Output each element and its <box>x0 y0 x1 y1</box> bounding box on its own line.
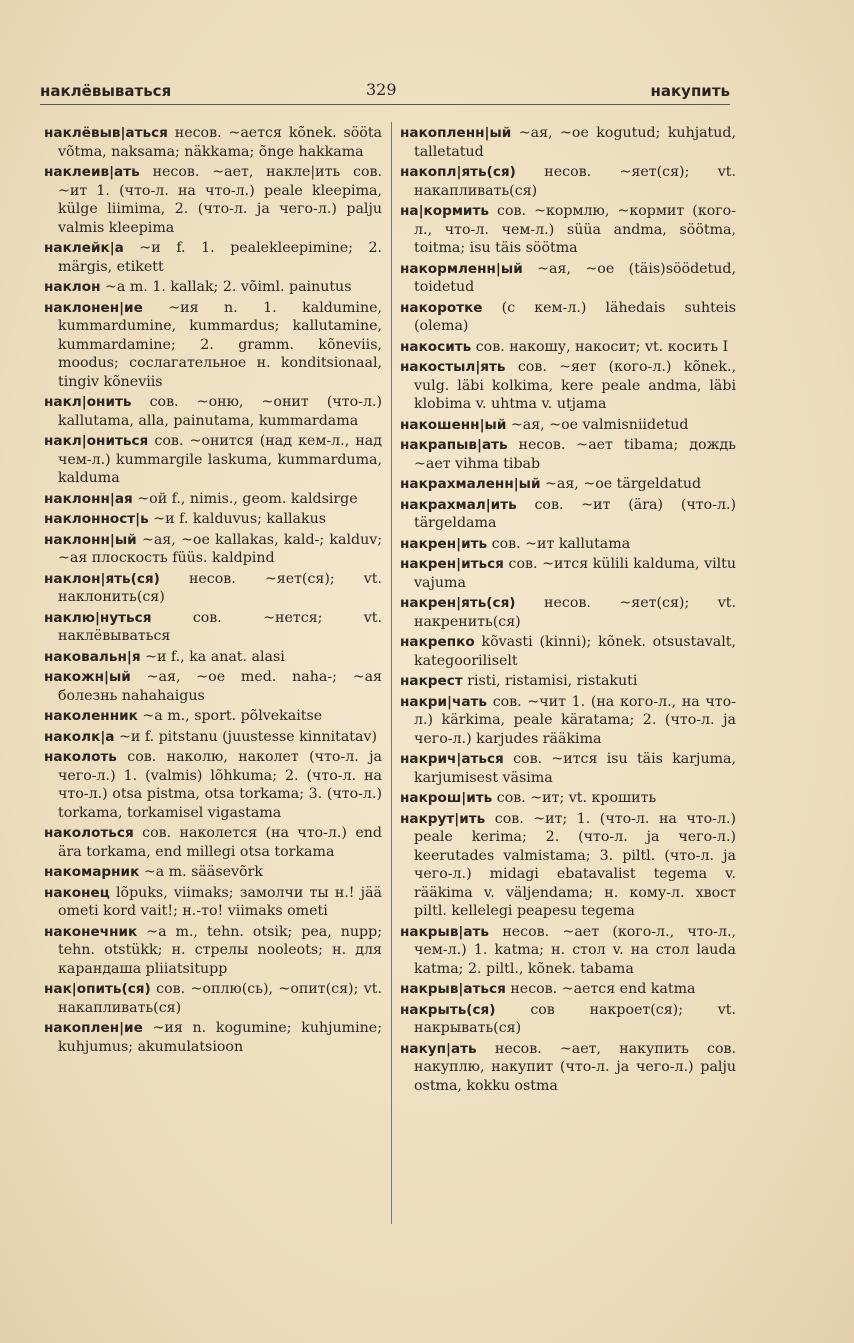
dictionary-entry <box>400 594 736 631</box>
entry-headword: накрахмал|ить <box>400 496 517 513</box>
entry-definition: ~и f. pitstanu (juustesse kinnitatav) <box>118 728 378 745</box>
dictionary-entry <box>400 810 736 921</box>
entry-definition: ~а m., sport. põlvekaitse <box>142 708 323 724</box>
entry-headword: наклёвыв|аться <box>44 125 168 141</box>
entry-definition: ~ая, ~ое kallakas, kald-; kalduv; ~ая плоскость füüs. kaldpind <box>58 531 383 566</box>
entry-definition: (с кем-л.) lähedais suhteis (olema) <box>414 299 736 334</box>
entry-headword: наколоть <box>44 749 117 765</box>
entry-headword: накрапыв|ать <box>400 437 508 453</box>
dictionary-entry <box>44 393 382 430</box>
entry-definition: ~и f. kalduvus; kallakus <box>153 511 326 527</box>
entry-headword: накопленн|ый <box>400 125 512 141</box>
dictionary-entry <box>44 1019 382 1056</box>
entry-definition: сов. ~оню, ~онит (что-л.) kallutama, alla, painutama, kummardama <box>58 394 383 429</box>
dictionary-entry <box>44 884 382 921</box>
entry-definition: ~ой f., nimis., geom. kaldsirge <box>137 490 358 507</box>
dictionary-entry <box>44 531 382 568</box>
dictionary-entry <box>44 748 382 822</box>
entry-definition: несов. ~ает (кого-л., что-л., чем-л.) 1. katma; н. стол v. на стол lauda katma; 2. piltl., kõnek. tabama <box>414 923 736 977</box>
dictionary-entry <box>44 824 382 861</box>
entry-headword: наклеив|ать <box>44 164 140 180</box>
dictionary-entry <box>44 923 382 979</box>
entry-headword: наконечник <box>44 923 138 940</box>
dictionary-entry <box>44 124 382 161</box>
entry-headword: накрен|ять(ся) <box>400 595 516 611</box>
entry-definition: несов. ~ается kõnek. sööta võtma, naksama; näkkama; õnge hakkama <box>58 125 382 160</box>
entry-definition: несов. ~ает tibama; дождь ~ает vihma tibab <box>414 437 737 472</box>
entry-headword: накрепко <box>400 634 475 650</box>
entry-definition: ~ая, ~ое med. naha-; ~ая болезнь nahahaigus <box>58 669 382 704</box>
entry-definition: risti, ristamisi, ristakuti <box>467 673 638 689</box>
entry-definition: несов. ~ается end katma <box>510 981 696 997</box>
dictionary-entry <box>44 980 382 1017</box>
entry-definition: сов. ~ит (ära) (что-л.) tärgeldama <box>414 496 736 531</box>
dictionary-entry <box>44 570 382 607</box>
entry-headword: наклонн|ый <box>44 531 137 548</box>
right-column <box>400 124 736 1097</box>
page-header <box>40 78 730 105</box>
dictionary-entry <box>400 672 736 691</box>
entry-definition: ~ая, ~ое kogutud; kuhjatud, talletatud <box>414 125 736 160</box>
dictionary-entry <box>400 1001 736 1038</box>
dictionary-entry <box>44 728 382 747</box>
entry-definition: сов. ~ится isu täis karjuma, karjumisest väsima <box>414 751 737 786</box>
entry-definition: ~ая, ~ое (täis)söödetud, toidetud <box>414 260 736 295</box>
entry-definition: ~ая, ~ое tärgeldatud <box>545 476 702 492</box>
entry-headword: накожн|ый <box>44 669 131 685</box>
entry-headword: накрыв|аться <box>400 981 506 997</box>
entry-headword: наколоться <box>44 825 134 841</box>
entry-headword: накрош|ить <box>400 790 493 806</box>
entry-headword: наколенник <box>44 708 138 724</box>
entry-headword: накрен|иться <box>400 556 504 572</box>
entry-headword: накри|чать <box>400 693 487 710</box>
dictionary-entry <box>400 416 736 435</box>
dictionary-entry <box>400 163 736 200</box>
running-head-left: наклёвываться <box>40 82 172 100</box>
dictionary-entry <box>44 490 382 509</box>
entry-definition: сов. наколю, наколет (что-л. ja чего-л.) 1. (valmis) lõhkuma; 2. (что-л. на что-л.) otsa pistma, otsa torkama; 3. (что-л.) torkama, torkamisel vigastama <box>58 749 382 821</box>
entry-headword: накомарник <box>44 864 140 880</box>
entry-definition: несов. ~яет(ся); vt. наклонить(ся) <box>58 570 382 605</box>
dictionary-entry <box>44 432 382 488</box>
dictionary-entry <box>400 535 736 554</box>
entry-definition: сов. ~ит kallutama <box>491 535 631 552</box>
entry-definition: ~а m., tehn. otsik; pea, nupp; tehn. otstükk; н. стрелы noolеots; н. для карандаша pliiatsitupp <box>58 923 382 977</box>
entry-headword: накосить <box>400 338 472 355</box>
dictionary-entry <box>400 693 736 749</box>
entry-definition: lõpuks, viimaks; замолчи ты н.! jää ometi kord vait!; н.-то! viimaks ometi <box>58 884 383 919</box>
entry-headword: наклонн|ая <box>44 490 133 507</box>
dictionary-entry <box>400 124 736 161</box>
dictionary-entry <box>400 260 736 297</box>
entry-headword: накрыв|ать <box>400 923 490 940</box>
entry-definition: ~ия n. kogumine; kuhjumine; kuhjumus; akumulatsioon <box>58 1020 382 1055</box>
dictionary-entry <box>400 789 736 808</box>
running-head-right: накупить <box>650 82 730 100</box>
entry-definition: несов. ~яет(ся); vt. накапливать(ся) <box>414 164 736 199</box>
column-divider <box>391 122 392 1224</box>
left-column <box>44 124 382 1058</box>
entry-headword: накрен|ить <box>400 535 488 552</box>
entry-definition: сов. наколется (на что-л.) end ära torkama, end millegi otsa torkama <box>58 825 382 860</box>
entry-headword: накрут|ить <box>400 810 486 827</box>
entry-headword: наконец <box>44 884 110 901</box>
entry-headword: накрахмаленн|ый <box>400 476 541 492</box>
entry-definition: сов. накошу, накосит; vt. косить I <box>475 338 729 355</box>
entry-definition: ~ия n. 1. kaldumine, kummardumine, kummardus; kallutamine, kummardamine; 2. gramm. kõneviis, moodus; сослагательное н. konditsionaal, tingiv kõneviis <box>58 299 382 390</box>
entry-definition: kõvasti (kinni); kõnek. otsustavalt, kategooriliselt <box>414 634 737 669</box>
entry-headword: наклон|ять(ся) <box>44 570 160 587</box>
entry-definition: сов. ~ит; vt. крошить <box>496 790 657 806</box>
entry-definition: сов. ~ит; 1. (что-л. на что-л.) peale kerima; 2. (что-л. ja чего-л.) keerutades valmistama; 3. piltl. (что-л. ja чего-л.) midagi ebatavalist tegema v. rääkima v. väljendama; н. кому-л. хвост piltl. kellelegi peapesu tegema <box>414 810 737 919</box>
dictionary-entry <box>44 163 382 237</box>
entry-headword: накрест <box>400 673 463 689</box>
dictionary-entry <box>44 707 382 726</box>
entry-definition: сов. ~онится (над кем-л., над чем-л.) kummargile laskuma, kummarduma, kalduma <box>58 433 382 486</box>
entry-definition: сов накроет(ся); vt. накрывать(ся) <box>414 1001 736 1036</box>
entry-headword: наковальн|я <box>44 648 141 665</box>
dictionary-entry <box>400 299 736 336</box>
entry-definition: сов. ~ится külili kalduma, viltu vajuma <box>414 556 736 591</box>
dictionary-entry <box>400 436 736 473</box>
entry-headword: наклонен|ие <box>44 299 143 316</box>
dictionary-entry <box>44 863 382 882</box>
entry-headword: накоплен|ие <box>44 1020 143 1036</box>
entry-definition: сов. ~оплю(сь), ~опит(ся); vt. накапливать(ся) <box>58 981 382 1016</box>
entry-definition: ~и f. 1. pealekleepimine; 2. märgis, etikett <box>58 240 383 275</box>
entry-headword: наклон <box>44 279 101 295</box>
dictionary-entry <box>400 633 736 670</box>
entry-headword: накуп|ать <box>400 1040 477 1057</box>
dictionary-entry <box>400 980 736 999</box>
dictionary-entry <box>44 648 382 667</box>
entry-definition: несов. ~ает, накле|ить сов. ~ит 1. (что-л. на что-л.) peale kleepima, külge liimima, 2. (что-л. ja чего-л.) palju valmis kleepima <box>58 164 382 236</box>
entry-headword: накрыть(ся) <box>400 1001 496 1018</box>
entry-headword: накостыл|ять <box>400 359 506 375</box>
entry-definition: сов. ~яет (кого-л.) kõnek., vulg. läbi kolkima, kere peale andma, läbi klobima v. uhtma v. utjama <box>414 359 737 412</box>
dictionary-entry <box>400 750 736 787</box>
entry-definition: ~а m. 1. kallak; 2. võiml. painutus <box>105 279 352 295</box>
entry-headword: наклю|нуться <box>44 609 152 626</box>
page-number: 329 <box>366 80 397 99</box>
dictionary-entry <box>44 668 382 705</box>
dictionary-entry <box>400 555 736 592</box>
entry-headword: накрич|аться <box>400 751 504 767</box>
entry-definition: несов. ~ает, накупить сов. накуплю, накупит (что-л. ja чего-л.) palju ostma, kokku ostma <box>414 1040 736 1094</box>
entry-definition: несов. ~яет(ся); vt. накренить(ся) <box>414 595 736 630</box>
entry-headword: нак|опить(ся) <box>44 981 151 997</box>
entry-definition: ~а m. sääsevõrk <box>143 864 263 880</box>
entry-headword: наколк|а <box>44 728 115 745</box>
entry-headword: накормленн|ый <box>400 260 523 277</box>
dictionary-entry <box>400 1040 736 1096</box>
dictionary-entry <box>44 609 382 646</box>
entry-headword: накл|онить <box>44 394 132 410</box>
entry-definition: сов. ~нется; vt. наклёвываться <box>58 609 382 644</box>
entry-definition: ~ая, ~ое valmisniidetud <box>510 416 689 433</box>
entry-headword: накопл|ять(ся) <box>400 164 516 180</box>
entry-headword: накошенн|ый <box>400 416 507 433</box>
dictionary-entry <box>44 510 382 529</box>
entry-headword: на|кормить <box>400 203 489 219</box>
dictionary-entry <box>44 299 382 392</box>
entry-definition: сов. ~кормлю, ~кормит (кого-л., что-л. чем-л.) süüa andma, söötma, toitma; isu täis söötma <box>414 203 736 256</box>
entry-headword: накл|ониться <box>44 433 149 449</box>
dictionary-entry <box>400 202 736 258</box>
dictionary-entry <box>44 278 382 297</box>
entry-headword: накоротке <box>400 299 483 316</box>
dictionary-entry <box>400 338 736 357</box>
dictionary-entry <box>400 475 736 494</box>
entry-definition: ~и f., ka anat. alasi <box>145 648 285 665</box>
entry-headword: наклейк|а <box>44 240 124 256</box>
dictionary-entry <box>400 923 736 979</box>
entry-definition: сов. ~чит 1. (на кого-л., на что-л.) kärkima, peale käratama; 2. (что-л. ja чего-л.) karjudes rääkima <box>414 693 736 747</box>
dictionary-entry <box>400 496 736 533</box>
dictionary-entry <box>44 239 382 276</box>
dictionary-entry <box>400 358 736 414</box>
entry-headword: наклонност|ь <box>44 511 149 527</box>
